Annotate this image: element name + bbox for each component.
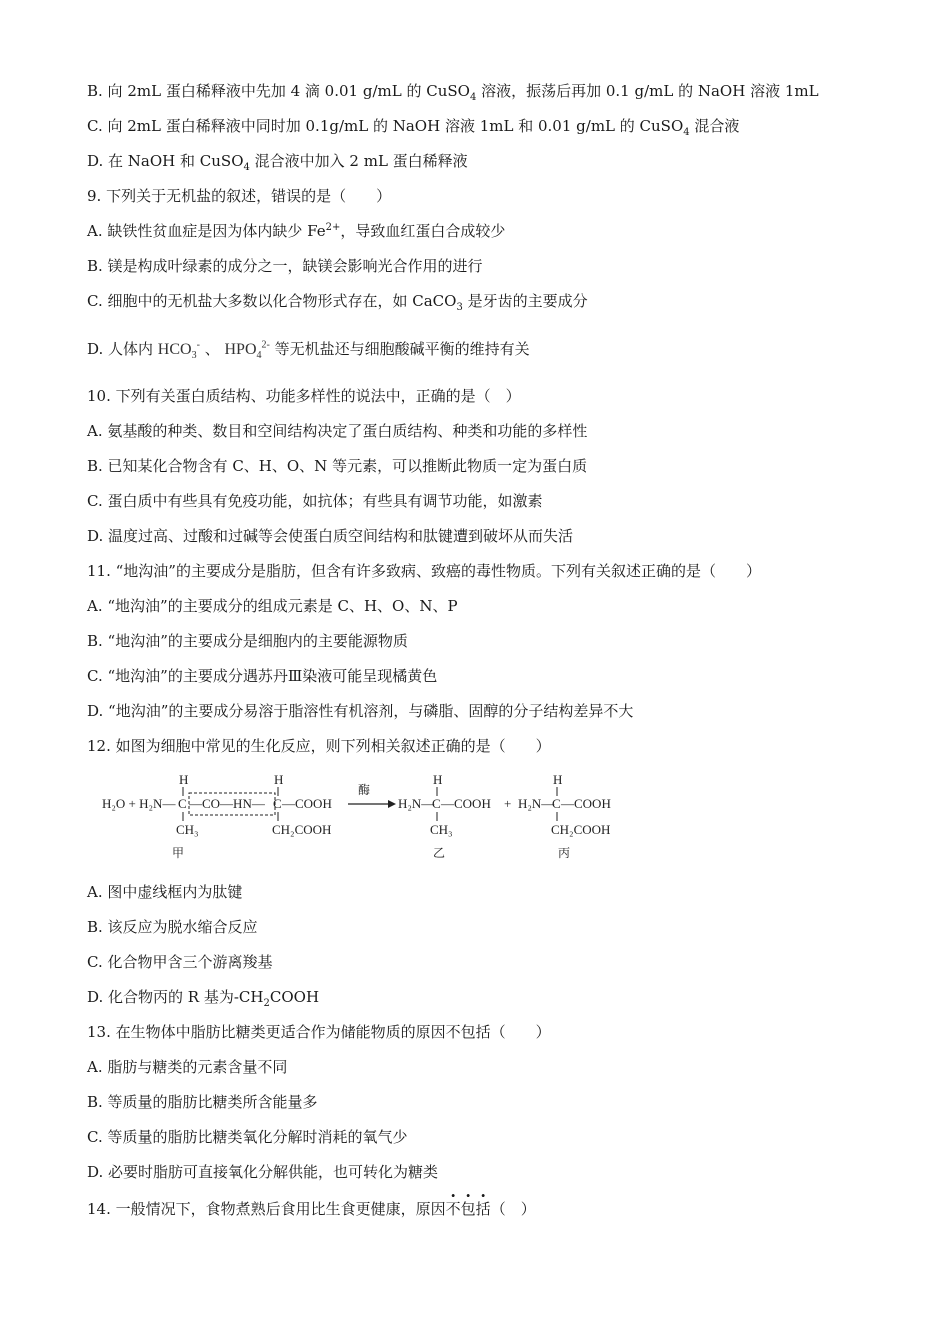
enzyme-label: 酶 [358,783,371,797]
q12-stem: 12. 如图为细胞中常见的生化反应，则下列相关叙述正确的是（ ） [87,737,551,755]
product-yi-carbon: C [432,796,441,811]
q12-option-a: A. 图中虚线框内为肽键 [87,883,243,901]
emphasis-char: 括 [475,1200,491,1218]
reactant-prefix: H₂O + H₂N— [102,796,176,811]
q9-option-b: B. 镁是构成叶绿素的成分之一，缺镁会影响光合作用的进行 [87,257,483,275]
hydrogen-phosphate-ion: $HPO_4^{2-}$ [224,339,270,362]
q13-option-b: B. 等质量的脂肪比糖类所含能量多 [87,1093,318,1111]
q8-option-c: C. 向 2mL 蛋白稀释液中同时加 0.1g/mL 的 NaOH 溶液 1mL 和 0.01 g/mL 的 CuSO$_4$ 混合液 [87,117,740,138]
product-bing-carboxyl: —COOH [561,796,611,811]
emphasis-char: 包 [460,1200,476,1218]
q9-option-a: A. 缺铁性贫血症是因为体内缺少 $Fe^{2+}$，导致血红蛋白合成较少 [87,222,506,240]
q9-option-d: D. 人体内 $HCO_3^-$ 、 $HPO_4^{2-}$ 等无机盐还与细胞酸碱平衡的维持有关 [87,339,530,362]
product-bing-side-chain: CH₂COOH [551,822,611,837]
carboxyl-group-1: —COOH [282,796,332,811]
alpha-carbon-1: C [178,796,187,811]
emphasis-char: 不 [445,1200,461,1218]
bicarbonate-ion: $HCO_3^-$ [157,339,200,362]
q12-option-d: D. 化合物丙的 R 基为$-CH_2COOH$ [87,988,320,1009]
q10-stem: 10. 下列有关蛋白质结构、功能多样性的说法中，正确的是（ ） [87,387,521,405]
reaction-arrow-head [388,800,396,808]
label-jia: 甲 [172,846,185,860]
q8-option-b: B. 向 2mL 蛋白稀释液中先加 4 滴 0.01 g/mL 的 CuSO$_4$ 溶液，振荡后再加 0.1 g/mL 的 NaOH 溶液 1mL [87,82,819,103]
peptide-bond-text: —CO—HN— [189,796,265,811]
q12-option-b: B. 该反应为脱水缩合反应 [87,918,258,936]
product-bing-carbon: C [552,796,561,811]
q10-option-a: A. 氨基酸的种类、数目和空间结构决定了蛋白质结构、种类和功能的多样性 [87,422,588,440]
q11-option-b: B. “地沟油”的主要成分是细胞内的主要能源物质 [87,632,408,650]
q11-stem: 11. “地沟油”的主要成分是脂肪，但含有许多致病、致癌的毒性物质。下列有关叙述正确的是（ ） [87,562,761,580]
q8-option-d: D. 在 NaOH 和 CuSO$_4$ 混合液中加入 2 mL 蛋白稀释液 [87,152,468,173]
q11-option-d: D. “地沟油”的主要成分易溶于脂溶性有机溶剂，与磷脂、固醇的分子结构差异不大 [87,702,634,720]
q13-option-c: C. 等质量的脂肪比糖类氧化分解时消耗的氧气少 [87,1128,408,1146]
q10-option-b: B. 已知某化合物含有 C、H、O、N 等元素，可以推断此物质一定为蛋白质 [87,457,588,475]
product-yi-amino: H₂N— [398,796,435,811]
q14-stem: 14. 一般情况下，食物煮熟后食用比生食更健康，原因不包括（ ） [87,1200,536,1218]
q9-stem: 9. 下列关于无机盐的叙述，错误的是（ ） [87,187,392,205]
dipeptide-hydrolysis-diagram [100,768,640,863]
q10-option-d: D. 温度过高、过酸和过碱等会使蛋白质空间结构和肽键遭到破坏从而失活 [87,527,574,545]
q10-option-c: C. 蛋白质中有些具有免疫功能，如抗体；有些具有调节功能，如激素 [87,492,543,510]
side-chain-ch2cooh-1: CH₂COOH [272,822,332,837]
q9-option-c: C. 细胞中的无机盐大多数以化合物形式存在，如 CaCO$_3$ 是牙齿的主要成分 [87,292,588,313]
alpha-carbon-2: C [273,796,282,811]
q13-stem: 13. 在生物体中脂肪比糖类更适合作为储能物质的原因不包括（ ） [87,1023,551,1041]
methyl-group: CH₃ [176,822,199,837]
product-bing-h: H [553,772,563,787]
product-yi-methyl: CH₃ [430,822,453,837]
q13-option-d: D. 必要时脂肪可直接氧化分解供能，也可转化为糖类 [87,1163,439,1181]
label-yi: 乙 [433,846,446,860]
alpha-carbon-2-h: H [274,772,284,787]
q13-option-a: A. 脂肪与糖类的元素含量不同 [87,1058,288,1076]
q11-option-a: A. “地沟油”的主要成分的组成元素是 C、H、O、N、P [87,597,458,615]
product-yi-carboxyl: —COOH [441,796,491,811]
q12-option-c: C. 化合物甲含三个游离羧基 [87,953,273,971]
q11-option-c: C. “地沟油”的主要成分遇苏丹Ⅲ染液可能呈现橘黄色 [87,667,438,685]
alpha-carbon-1-h: H [179,772,189,787]
product-bing-amino: H₂N— [518,796,555,811]
plus-sign: + [504,796,512,811]
label-bing: 丙 [558,846,571,860]
product-yi-h: H [433,772,443,787]
